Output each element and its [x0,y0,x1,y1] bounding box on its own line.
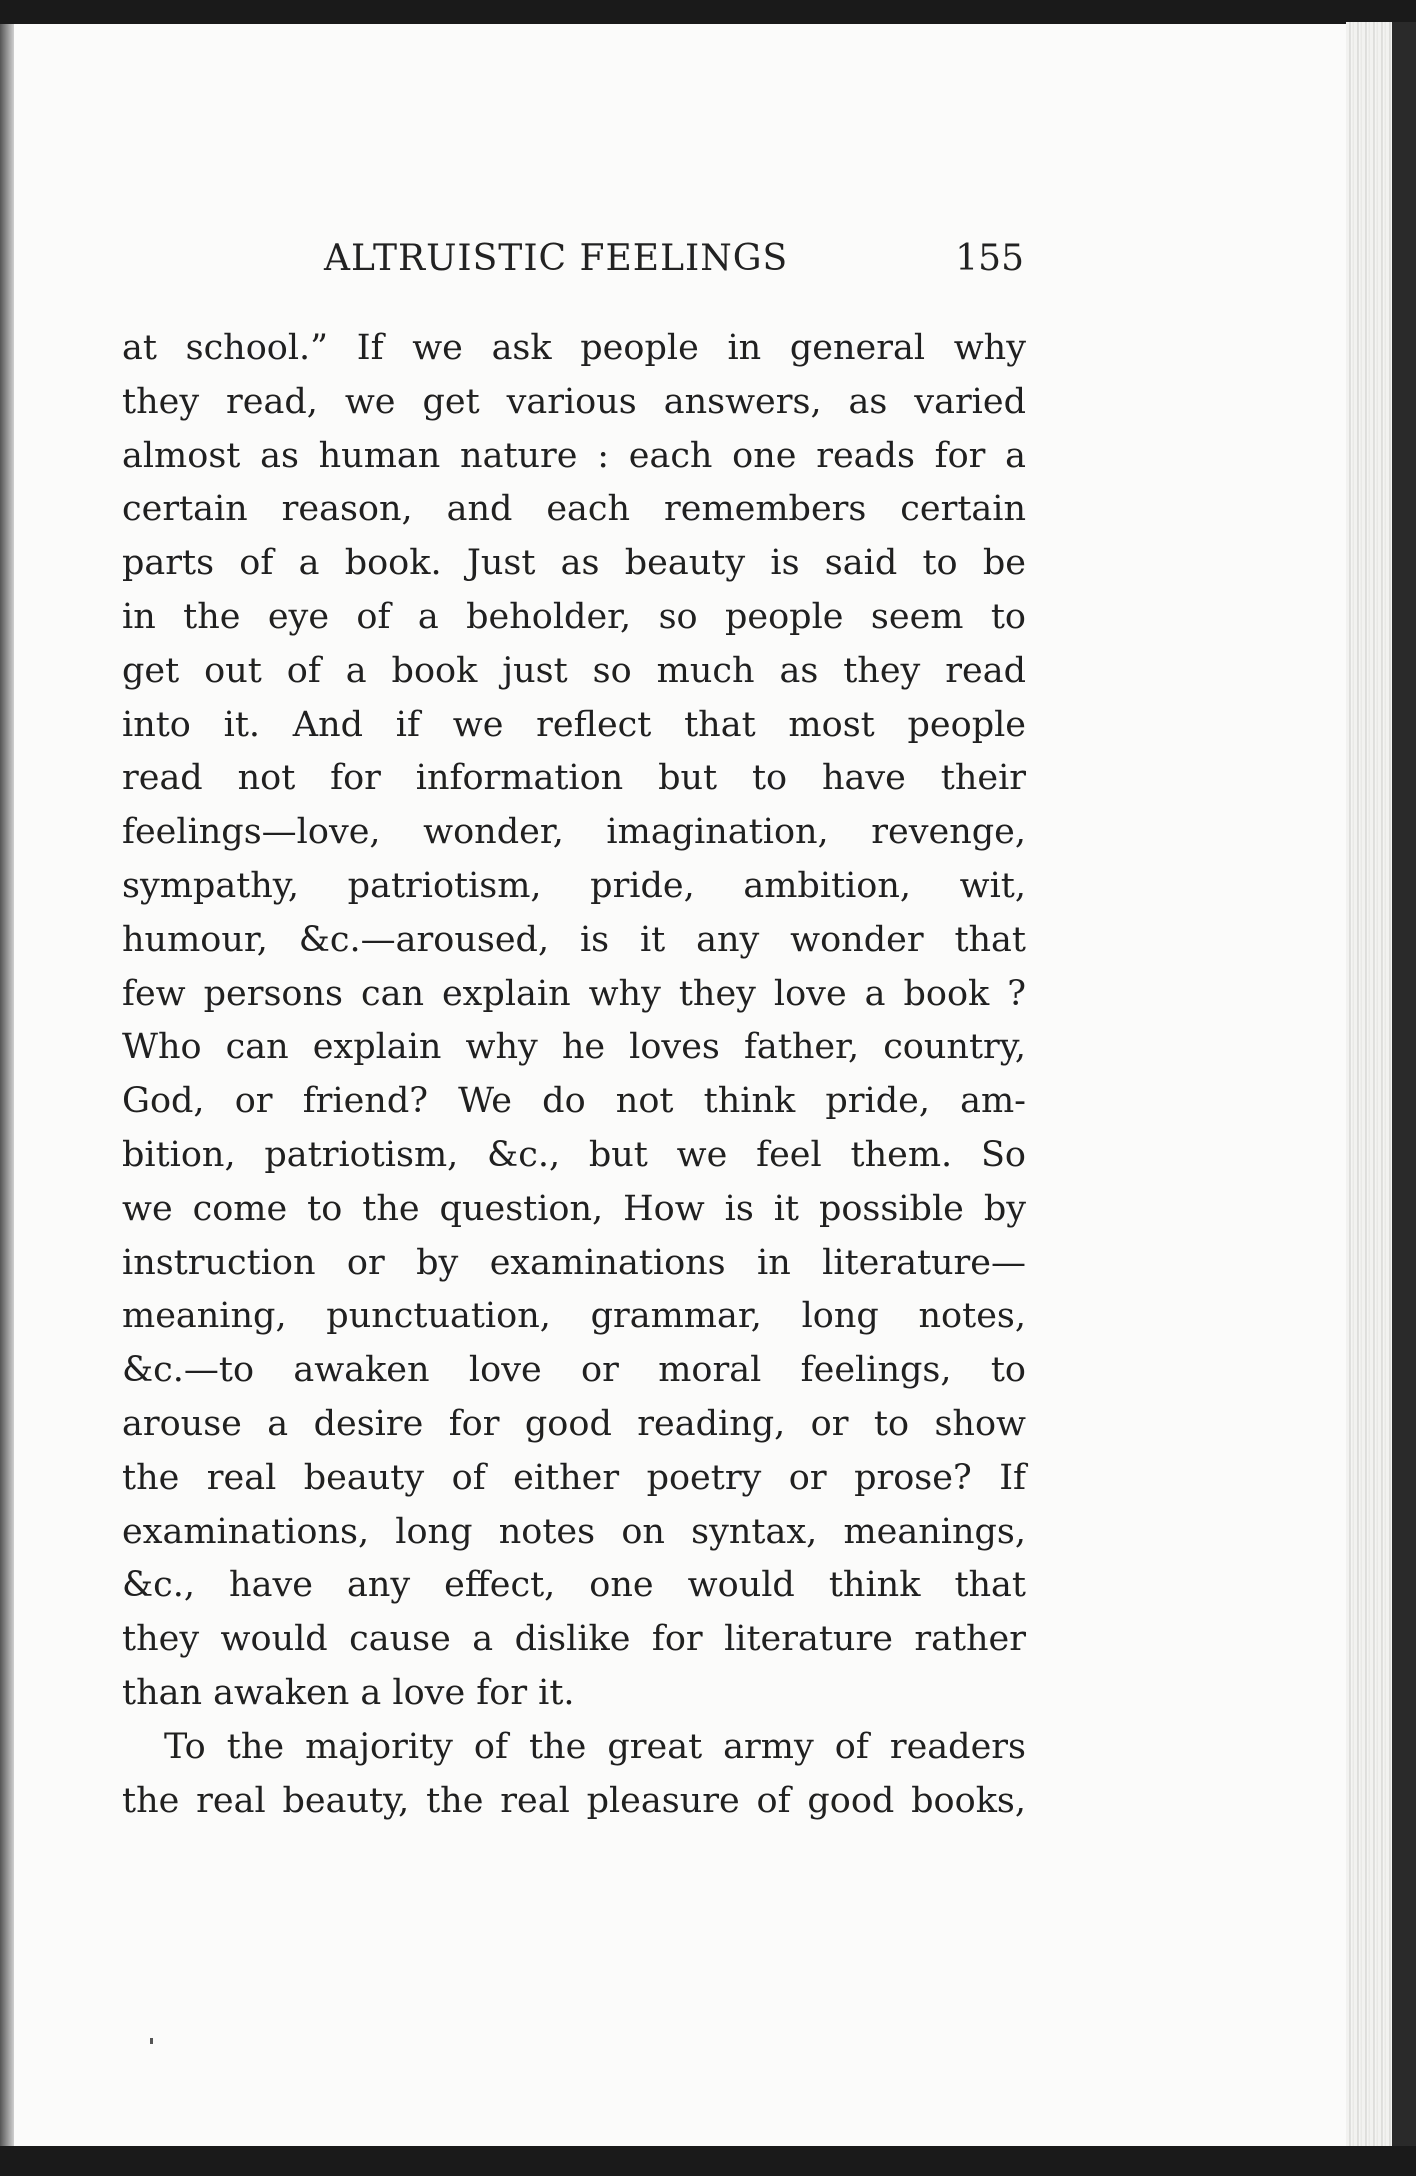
page-edges [1346,22,1392,2146]
text-line: &c.—to awaken love or moral feelings, to [122,1350,1026,1391]
text-line: into it. And if we reflect that most people [122,704,1026,745]
text-line: feelings—love, wonder, imagination, revenge, [122,812,1026,853]
text-line: read not for information but to have their [122,758,1026,799]
text-line: get out of a book just so much as they read [122,650,1026,691]
text-line: Who can explain why he loves father, country, [122,1027,1026,1068]
text-line: few persons can explain why they love a book ? [122,973,1026,1014]
text-line: almost as human nature : each one reads for a [122,435,1026,476]
paragraph-start-line: To the majority of the great army of readers [164,1726,1026,1767]
page-number: 155 [955,238,1024,279]
scan-border-top [0,0,1416,24]
text-line: arouse a desire for good reading, or to show [122,1403,1026,1444]
running-header [324,238,1024,298]
text-line: they would cause a dislike for literature rather [122,1619,1026,1660]
running-title: ALTRUISTIC FEELINGS [324,238,789,279]
text-line: sympathy, patriotism, pride, ambition, wit, [122,865,1026,906]
text-line: God, or friend? We do not think pride, am- [122,1081,1026,1122]
text-line: meaning, punctuation, grammar, long notes, [122,1296,1026,1337]
text-line: examinations, long notes on syntax, meanings, [122,1511,1026,1552]
text-line: parts of a book. Just as beauty is said to be [122,543,1026,584]
scan-border-right [1392,22,1416,2146]
text-line: the real beauty of either poetry or prose? If [122,1457,1026,1498]
text-line: than awaken a love for it. [122,1672,575,1713]
text-line: in the eye of a beholder, so people seem to [122,596,1026,637]
text-line: instruction or by examinations in literature— [122,1242,1026,1283]
ink-speck [150,2038,153,2044]
text-line: humour, &c.—aroused, is it any wonder that [122,919,1026,960]
binding-shadow [0,24,14,2146]
text-line: &c., have any effect, one would think that [122,1565,1026,1606]
text-line: bition, patriotism, &c., but we feel them. So [122,1134,1026,1175]
text-line: they read, we get various answers, as varied [122,381,1026,422]
scan-border-bottom [0,2146,1416,2176]
text-line: at school.” If we ask people in general why [122,328,1026,368]
text-line: certain reason, and each remembers certain [122,489,1026,530]
body-text [122,322,1026,1828]
text-line: we come to the question, How is it possible by [122,1188,1026,1229]
text-line: the real beauty, the real pleasure of good books, [122,1780,1026,1821]
